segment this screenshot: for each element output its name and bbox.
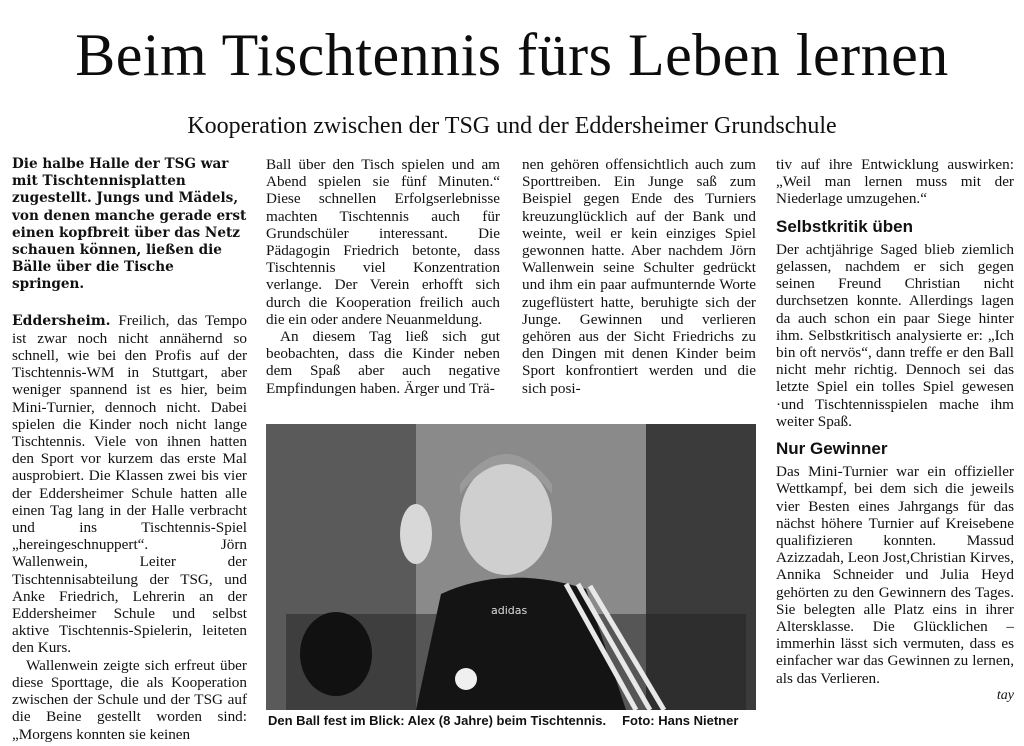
photo-caption [268,713,758,729]
lead-paragraph: Die halbe Halle der TSG war mit Tischtennisplatten zugestellt. Jungs und Mädels, von denen manche gerade erst einen kopfbreit über das Netz schauen können, ließen die Bälle über die Tische springen. [12,156,247,293]
paragraph: tiv auf ihre Entwicklung auswirken: „Weil man lernen muss mit der Niederlage umzugehen.“ [776,156,1014,208]
ball-icon [455,668,477,690]
paragraph [12,312,247,657]
photo-illustration [266,424,756,710]
article-column-4 [776,156,1014,704]
author-initials: tay [996,687,1014,703]
caption-text: Den Ball fest im Blick: Alex (8 Jahre) beim Tischtennis. [268,713,607,728]
subheadline: Kooperation zwischen der TSG und der Eddersheimer Grundschule [187,113,837,139]
photo-boy-table-tennis [266,424,756,710]
paragraph: nen gehören offensichtlich auch zum Sporttreiben. Ein Junge saß zum Beispiel gegen Ende des Turniers kreuzunglücklich auf der Bank und weinte, weil er kein einziges Spiel gewonnen hatte. Aber nachdem Jörn Wallenwein seine Schulter gedrückt und ihm ein paar aufmunternde Worte zugeflüstert hatte, beruhigte sich der Junge. Gewinnen und verlieren gehören aus der Sicht Friedrichs zu den Dingen mit denen Kinder beim Sport konfrontiert werden und die sich posi- [522,156,756,397]
paragraph: Wallenwein zeigte sich erfreut über diese Sporttage, die als Kooperation zwischen der Schule und der TSG auf die Beine gestellt worden sind: „Morgens konnten sie keinen [12,656,247,743]
jacket-logo: adidas [491,604,528,617]
dateline: Eddersheim. [12,312,111,329]
boy-face [460,463,552,575]
photo-credit: Foto: Hans Nietner [622,713,739,728]
paragraph-text: Freilich, das Tempo ist zwar noch nicht annähernd so schnell, wie bei den Profis auf der Tischtennis-WM in Stuttgart, aber weniger spannend ist es hier, beim Mini-Turnier, dennoch nicht. Dabei spielen die Kinder noch nicht lange Tischtennis. Viele von ihnen hatten den Sport vor kurzem das erste Mal ausprobiert. Die Klassen zwei bis vier der Eddersheimer Schule hatten alle einen Tag lang in der Halle verbracht und ins Tischtennis-Spiel „hereingeschnuppert“. Jörn Wallenwein, Leiter der Tischtennisabteilung der TSG, und Anke Friedrich, Lehrerin an der Eddersheimer Schule und selbst aktive Tischtennis-Spielerin, leiteten den Kurs. [12,311,247,657]
paddle-shape [300,612,372,696]
paragraph: Ball über den Tisch spielen und am Abend spielen sie fünf Minuten.“ Diese schnellen Erfolgserlebnisse machten Tischtennis auch für Grundschüler interessant. Die Pädagogin Friedrich betonte, dass Tischtennis viel Konzentration verlange. Der Verein erhofft sich durch die Kooperation freilich auch die ein oder andere Neuanmeldung. [266,156,500,328]
paragraph: An diesem Tag ließ sich gut beobachten, dass die Kinder neben dem Spaß aber auch negative Empfindungen haben. Ärger und Trä- [266,328,500,397]
subheading-selbstkritik: Selbstkritik üben [776,216,913,236]
paragraph: Der achtjährige Saged blieb ziemlich gelassen, nachdem er sich gegen seinen Freund Christian nicht durchsetzen konnte. Allerdings lagen da auch schon ein paar Siege hinter ihm. Selbstkritisch analysierte er: „Ich bin oft nervös“, dann treffe er den Ball nicht mehr richtig. Dennoch sei das letzte Spiel ein tolles Spiel gewesen ·und Tischtennisspielen mache ihm weiter Spaß. [776,240,1014,430]
headline: Beim Tischtennis fürs Leben lernen [75,22,949,88]
background-player [400,504,432,564]
article-column-1 [12,156,247,743]
article-column-2 [266,156,500,397]
article-column-3 [522,156,756,397]
subheading-nur-gewinner: Nur Gewinner [776,439,888,459]
paragraph: Das Mini-Turnier war ein offizieller Wettkampf, bei dem sich die jeweils vier Besten eines Jahrgangs für das nächst höhere Turnier auf Kreisebene qualifizieren konnten. Massud Azizzadah, Leon Jost,Christian Kirves, Annika Schneider und Julia Heyd gehörten zu den Gewinnern des Tages. Sie belegten alle Platz eins in ihrer Altersklasse. Die Glücklichen – immerhin lässt sich vermuten, dass es einfacher war das Gewinnen zu lernen, als das Verlieren. [776,463,1014,687]
